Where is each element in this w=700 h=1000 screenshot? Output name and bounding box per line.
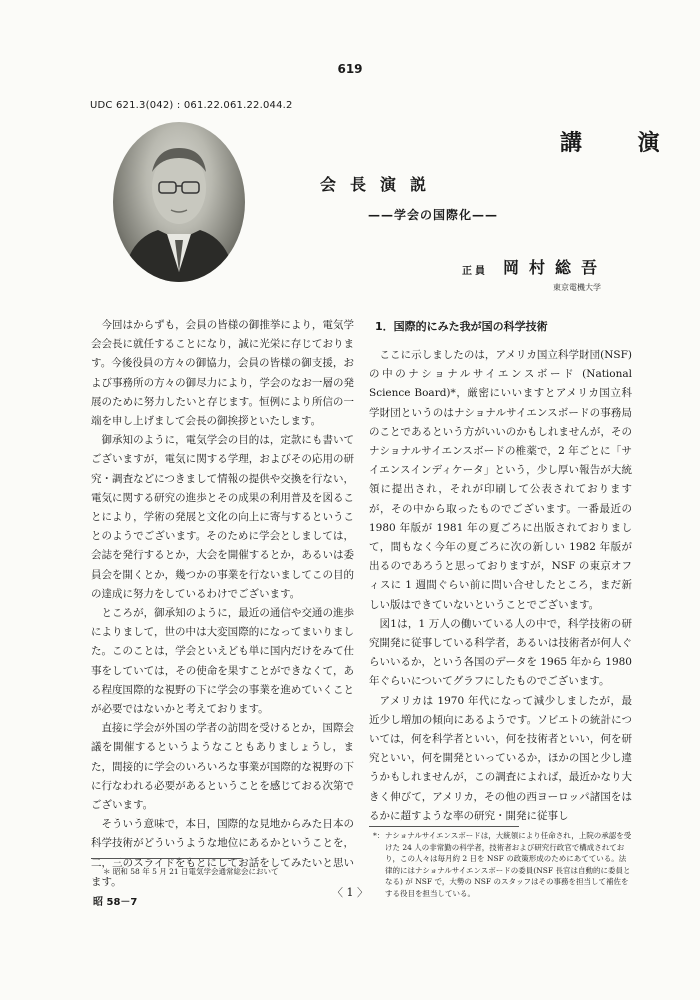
section-heading: 1．国際的にみた我が国の科学技術 (375, 320, 548, 333)
footnote-nsb (369, 830, 632, 899)
folio-number: 〈 1 〉 (332, 886, 368, 899)
paragraph: 図1は，1 万人の働いている人の中で，科学技術の研究開発に従事している科学者，あるいは技術者が何人ぐらいいるか，という各国のデータを 1965 年から 1980 年ぐらいについてグラフにしたものでございます。 (369, 617, 632, 688)
issue-label: 昭 58－7 (93, 897, 138, 908)
left-column (91, 316, 354, 892)
footnote-divider (91, 858, 241, 859)
paragraph: アメリカは 1970 年代になって減少しましたが，最近少し増加の傾向にあるようです。ソビエトの統計については，何を科学者といい，何を技術者といい，何を研究といい，何を開発といっているか，ほかの国と少し違うかもしれませんが，この調査によれば，最近かなり大きく伸びて，アメリカ，その他の西ヨーロッパ諸国をはるかに超すような率の研究・開発に従事し (369, 694, 632, 822)
author-portrait (113, 122, 245, 282)
paragraph: 御承知のように，電気学会の目的は，定款にも書いてございますが，電気に関する学理，およびその応用の研究・調査などにつきまして情報の提供や交換を行ない，電気に関する研究の進歩とその成果の利用普及を図ることにより，学術の発展と文化の向上に寄与するということのようでございます。そのために学会としましては，会誌を発行するとか，大会を開催するとか，あるいは委員会を開くとか，幾つかの事業を行ないましてこの目的の達成に努力をしているわけでございます。 (91, 434, 354, 600)
footnote-text: ナショナルサイエンスボードは，大統領により任命され，上院の承認を受けた 24 人の非常勤の科学者，技術者および研究行政官で構成されており，この人々は毎月約 2 日を NSF の政策形成のためにあてている。法律的にはナショナルサイエンスボードの委員(NSF 長官は自動的に委員となる) が NSF で，大勢の NSF のスタッフはその事務を担当して補佐をする役目を担当している。 (385, 831, 632, 898)
paragraph: ここに示しましたのは，アメリカ国立科学財団(NSF) の中のナショナルサイエンスボード (National Science Board)*，厳密にいいますとアメリカ国立科学財団というのはナショナルサイエンスボードの事務局のことであるという方がいいのかもしれませんが，そのナショナルサイエンスボードの椎薬で，2 年ごとに「サイエンスインディケータ」という，少し厚い報告が大統領に提出され，それが印刷して公表されておりますが，その中から取ったものでございます。一番最近の 1980 年版が 1981 年の夏ごろに出版されておりまして，間もなく今年の夏ごろに次の新しい 1982 年版が出るのであろうと思っておりますが，NSF の東京オフィスに 1 週間ぐらい前に問い合せしたところ，まだ新しい版はできていないということでございます。 (369, 349, 632, 611)
section-category: 講 演 (560, 130, 684, 156)
paragraph: 直接に学会が外国の学者の訪問を受けるとか，国際会議を開催するというようなこともありましょうし，また，間接的に学会のいろいろな事業が国際的な視野の下に行なわれる必要があるということを感じておる次第でございます。 (91, 722, 354, 812)
author-name: 岡村総吾 (503, 258, 608, 277)
article-subtitle: ——学会の国際化—— (368, 208, 499, 222)
page-number: 619 (337, 62, 363, 76)
footnote-meeting: ＊ 昭和 58 年 5 月 21 日電気学会通常総会において (103, 867, 279, 876)
paragraph: 今回はからずも，会員の皆様の御推挙により，電気学会会長に就任することになり，誠に光栄に存じております。今後役員の方々の御協力，会員の皆様の御支援，および事務所の方々の御尽力により，学会のなお一層の発展のために努力したいと存じます。恒例により所信の一端を申し上げまして会長の御挨拶といたします。 (91, 319, 354, 428)
paragraph: そういう意味で，本日，国際的な見地からみた日本の科学技術がどういうような地位にあるかということを，二，三のスライドをもとにしてお話をしてみたいと思います。 (91, 818, 354, 888)
right-column (369, 346, 632, 826)
author-affiliation: 東京電機大学 (553, 283, 601, 292)
footnote-mark: *： (373, 831, 385, 840)
article-title: 会長演説 (320, 175, 441, 194)
paragraph: ところが，御承知のように，最近の通信や交通の進歩によりまして，世の中は大変国際的になってまいりました。このことは，学会といえども単に国内だけをみて仕事をしていては，その使命を果すことができなくて，ある程度国際的な視野の下に学会の事業を進めていくことが必要ではないかと考えております。 (91, 607, 354, 716)
author-role: 正員 (462, 266, 488, 277)
footnote-divider (369, 826, 519, 827)
udc-code: UDC 621.3(042) : 061.22.061.22.044.2 (90, 100, 293, 111)
